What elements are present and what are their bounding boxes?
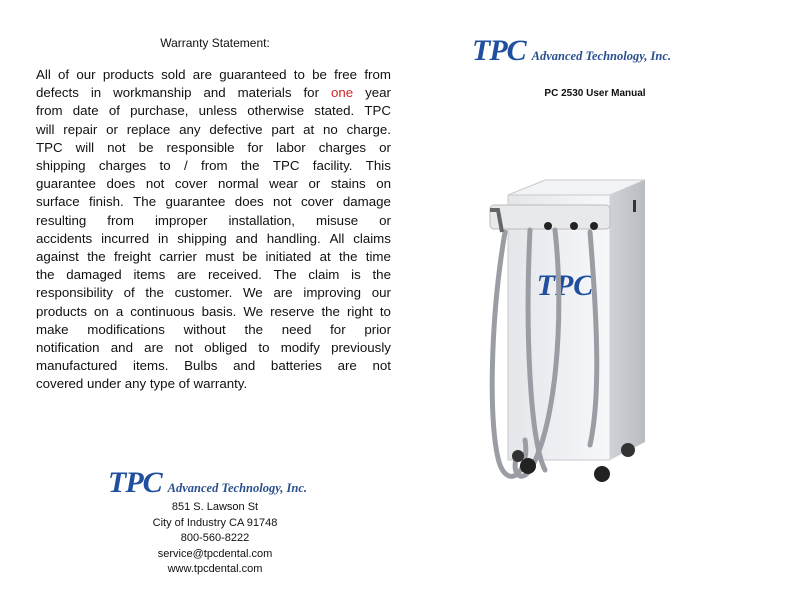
- paragraph-line: [36, 357, 391, 375]
- word: modifications: [87, 321, 165, 337]
- word: to: [293, 67, 305, 82]
- product-image: [470, 170, 670, 510]
- manual-title: PC 2530 User Manual: [544, 88, 646, 99]
- paragraph-line: [36, 212, 391, 230]
- paragraph-line: [36, 284, 391, 302]
- word: the: [321, 303, 340, 319]
- word: at: [319, 249, 331, 265]
- word: be: [312, 67, 327, 82]
- word: not: [107, 139, 126, 155]
- word: the: [240, 158, 260, 174]
- word: of: [58, 67, 70, 82]
- word: for: [247, 139, 264, 155]
- word: finish.: [89, 194, 124, 210]
- word: basis.: [201, 303, 237, 319]
- word: and: [233, 358, 256, 374]
- paragraph-line: [36, 157, 391, 175]
- word: handling.: [266, 230, 321, 246]
- word: All: [329, 230, 345, 246]
- paragraph-line: [36, 266, 391, 284]
- address-website: www.tpcdental.com: [167, 563, 263, 575]
- word: claim: [308, 267, 340, 283]
- word: and: [110, 340, 133, 356]
- word: notification: [36, 340, 100, 356]
- word: or: [379, 139, 391, 155]
- word: defective: [209, 121, 263, 137]
- word: in: [157, 230, 169, 246]
- word: improving: [303, 285, 362, 301]
- word: without: [183, 321, 226, 337]
- word: Bulbs: [184, 358, 218, 374]
- word: our: [371, 285, 391, 301]
- paragraph-line: [36, 139, 391, 157]
- word: shipping: [36, 158, 86, 174]
- paragraph-line: [36, 339, 391, 357]
- word: make: [36, 321, 69, 337]
- word: date: [72, 103, 99, 119]
- word: facility.: [312, 158, 353, 174]
- word: the: [372, 267, 391, 283]
- word: for: [303, 85, 320, 101]
- word: wear: [269, 176, 298, 192]
- word: to: [258, 340, 270, 356]
- word: responsible: [166, 139, 235, 155]
- word: from: [36, 103, 63, 119]
- word: The: [133, 194, 157, 210]
- address-email: service@tpcdental.com: [157, 547, 273, 560]
- word: not: [372, 358, 391, 374]
- word: charge.: [346, 121, 391, 137]
- word: at: [303, 121, 315, 137]
- tpc-logo-top: [472, 34, 671, 68]
- word: or: [106, 121, 118, 137]
- word: must: [205, 249, 235, 265]
- word: guarantee: [165, 194, 226, 210]
- word: damage: [342, 194, 391, 210]
- word: or: [308, 176, 321, 192]
- word: items: [133, 267, 166, 283]
- word: not: [174, 340, 194, 356]
- logo-brand: TPC: [108, 466, 162, 499]
- word: surface: [36, 194, 80, 210]
- paragraph-line: [36, 102, 391, 120]
- word: is: [351, 267, 361, 283]
- word: the: [244, 321, 264, 337]
- word: cover: [174, 176, 208, 192]
- word: sold: [161, 67, 186, 82]
- address-phone: 800-560-8222: [180, 532, 250, 544]
- word: are: [337, 358, 357, 374]
- word: to: [379, 303, 391, 319]
- word: customer.: [174, 285, 233, 301]
- paragraph-line: [36, 66, 391, 84]
- word: need: [281, 321, 312, 337]
- word: freight: [113, 249, 151, 265]
- word: products: [102, 67, 154, 82]
- word: not: [273, 194, 292, 210]
- word: be: [242, 249, 258, 265]
- word: charges: [318, 139, 367, 155]
- word: resulting: [36, 212, 87, 228]
- warranty-paragraph: [36, 66, 391, 394]
- address-city: City of Industry CA 91748: [152, 516, 278, 529]
- word: are: [192, 67, 212, 82]
- word: from: [201, 158, 228, 174]
- word: the: [87, 249, 106, 265]
- word: for: [330, 321, 346, 337]
- word: installation,: [228, 212, 295, 228]
- word: workmanship: [113, 85, 192, 101]
- word: from: [107, 212, 134, 228]
- word: free: [334, 67, 358, 82]
- word: items.: [132, 358, 169, 374]
- highlighted-word: one: [330, 85, 354, 101]
- word: to: [159, 158, 171, 174]
- word: the: [338, 249, 358, 265]
- paragraph-line: [36, 230, 391, 248]
- word: misuse: [316, 212, 359, 228]
- word: from: [364, 67, 391, 82]
- word: reserve: [270, 303, 315, 319]
- word: of: [178, 376, 194, 392]
- cabinet-side: [610, 180, 645, 460]
- word: The: [273, 267, 297, 283]
- word: warranty.: [193, 376, 248, 392]
- word: any: [124, 376, 150, 392]
- word: continuous: [130, 303, 195, 319]
- word: normal: [217, 176, 259, 192]
- word: guarantee: [36, 176, 96, 192]
- word: covered: [36, 376, 87, 392]
- word: carrier: [159, 249, 197, 265]
- word: initiated: [265, 249, 312, 265]
- word: against: [36, 249, 79, 265]
- word: are: [144, 340, 164, 356]
- word: will: [75, 139, 95, 155]
- word: are: [176, 267, 197, 283]
- word: guaranteed: [219, 67, 287, 82]
- word: and: [203, 85, 226, 101]
- word: of: [108, 103, 120, 119]
- word: labor: [276, 139, 306, 155]
- word: We: [243, 303, 264, 319]
- word: right: [346, 303, 373, 319]
- word: time: [365, 249, 391, 265]
- word: TPC: [364, 103, 391, 119]
- word: shipping: [177, 230, 227, 246]
- word: TPC: [36, 139, 63, 155]
- word: any: [179, 121, 201, 137]
- word: be: [138, 139, 154, 155]
- paragraph-line: [36, 303, 391, 321]
- word: We: [243, 285, 263, 301]
- word: manufactured: [36, 358, 118, 374]
- word: does: [234, 194, 264, 210]
- word: received.: [207, 267, 262, 283]
- warranty-title: Warranty Statement:: [160, 36, 270, 50]
- word: of: [123, 285, 135, 301]
- word: part: [271, 121, 295, 137]
- paragraph-line: [36, 121, 391, 139]
- word: not: [145, 176, 165, 192]
- paragraph-line: [36, 375, 391, 393]
- paragraph-line: [36, 321, 391, 339]
- word: responsibility: [36, 285, 113, 301]
- word: a: [115, 303, 124, 319]
- word: charges: [98, 158, 147, 174]
- word: will: [36, 121, 55, 137]
- word: cover: [300, 194, 334, 210]
- word: on: [376, 176, 391, 192]
- word: no: [323, 121, 338, 137]
- word: defects: [36, 85, 79, 101]
- word: purchase,: [130, 103, 189, 119]
- word: repair: [63, 121, 98, 137]
- word: modify: [280, 340, 320, 356]
- word: under: [87, 376, 125, 392]
- logo-tagline: Advanced Technology, Inc.: [531, 49, 672, 63]
- word: the: [36, 267, 55, 283]
- word: incurred: [101, 230, 150, 246]
- paragraph-line: [36, 248, 391, 266]
- cabinet-label: TPC: [536, 269, 594, 302]
- word: are: [273, 285, 293, 301]
- word: claims: [353, 230, 391, 246]
- word: TPC: [272, 158, 300, 174]
- paragraph-line: [36, 84, 391, 102]
- word: stated.: [314, 103, 355, 119]
- paragraph-line: [36, 193, 391, 211]
- word: obliged: [204, 340, 248, 356]
- word: improper: [154, 212, 208, 228]
- word: the: [145, 285, 164, 301]
- word: our: [76, 67, 96, 82]
- company-address: [110, 500, 320, 578]
- word: in: [90, 85, 102, 101]
- logo-brand: TPC: [472, 34, 526, 67]
- word: previously: [331, 340, 391, 356]
- word: type: [149, 376, 179, 392]
- word: otherwise: [247, 103, 305, 119]
- word: prior: [364, 321, 391, 337]
- word: products: [36, 303, 87, 319]
- address-street: 851 S. Lawson St: [171, 501, 259, 513]
- word: batteries: [270, 358, 322, 374]
- word: replace: [126, 121, 171, 137]
- word: year: [365, 85, 391, 101]
- word: This: [365, 158, 391, 174]
- word: damaged: [66, 267, 122, 283]
- word: stains: [330, 176, 366, 192]
- word: accidents: [36, 230, 93, 246]
- word: materials: [237, 85, 292, 101]
- paragraph-line: [36, 175, 391, 193]
- tpc-logo-bottom: [108, 466, 307, 500]
- word: and: [235, 230, 258, 246]
- logo-tagline: Advanced Technology, Inc.: [167, 481, 308, 495]
- word: /: [183, 158, 188, 174]
- word: on: [94, 303, 109, 319]
- word: does: [106, 176, 136, 192]
- word: All: [36, 67, 51, 82]
- word: unless: [198, 103, 238, 119]
- word: or: [379, 212, 391, 228]
